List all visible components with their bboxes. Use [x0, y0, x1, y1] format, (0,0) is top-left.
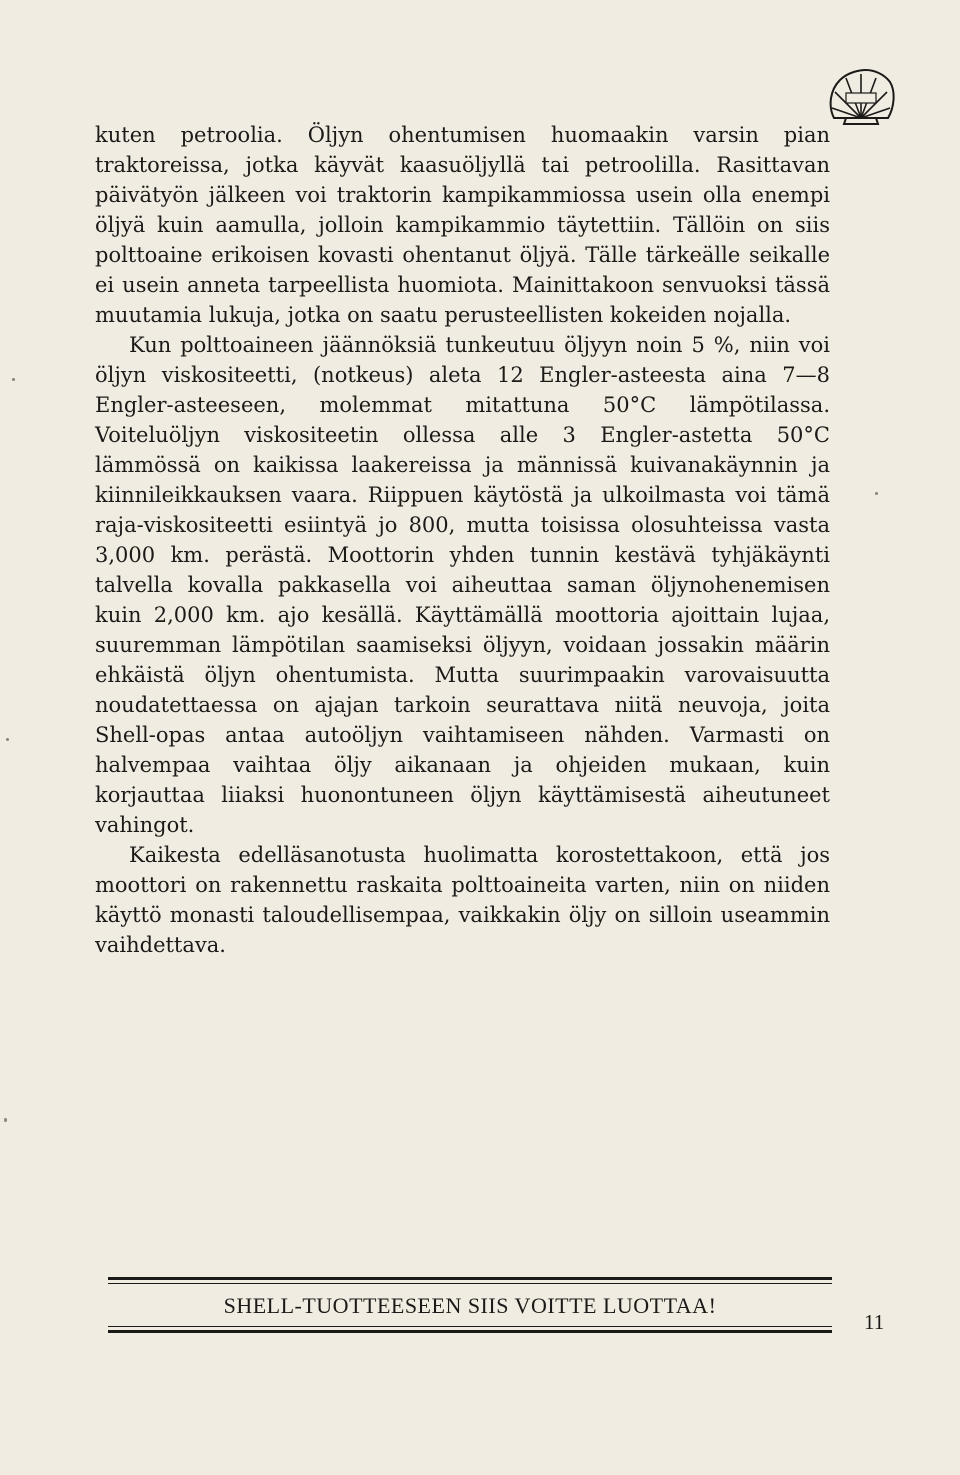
bottom-rule-thin	[108, 1326, 832, 1327]
paper-speck	[6, 738, 9, 741]
footer-slogan: SHELL-TUOTTEESEEN SIIS VOITTE LUOTTAA!	[223, 1293, 717, 1318]
page-number: 11	[864, 1310, 885, 1334]
top-rule-thick	[108, 1277, 832, 1280]
paper-speck	[875, 492, 878, 495]
paragraph: Kaikesta edelläsanotusta huolimatta korostettakoon, että jos moottori on rakennettu raskaita polttoaineita varten, niin on niiden käyttö monasti taloudellisempaa, vaikkakin öljy on silloin useammin vaihdettava.	[95, 843, 830, 957]
top-rule-thin	[108, 1283, 832, 1284]
paragraph: Kun polttoaineen jäännöksiä tunkeutuu öljyyn noin 5 %, niin voi öljyn viskositeetti, (notkeus) aleta 12 Engler-asteesta aina 7—8 Engler-asteeseen, molemmat mitattuna 50°C lämpötilassa. Voiteluöljyn viskositeetin ollessa alle 3 Engler-astetta 50°C lämmössä on kaikissa laakereissa ja männissä kuivanakäynnin ja kiinnileikkauksen vaara. Riippuen käytöstä ja ulkoilmasta voi tämä raja-viskositeetti esiintyä jo 800, mutta toisissa olosuhteissa vasta 3,000 km. perästä. Moottorin yhden tunnin kestävä tyhjäkäynti talvella kovalla pakkasella voi aiheuttaa saman öljynohenemisen kuin 2,000 km. ajo kesällä. Käyttämällä moottoria ajoittain lujaa, suuremman lämpötilan saamiseksi öljyyn, voidaan jossakin määrin ehkäistä öljyn ohentumista. Mutta suurimpaakin varovaisuutta noudatettaessa on ajajan tarkoin seurattava niitä neuvoja, joita Shell-opas antaa autoöljyn vaihtamiseen nähden. Varmasti on halvempaa vaihtaa öljy aikanaan ja ohjeiden mukaan, kuin korjauttaa liiaksi huonontuneen öljyn käyttämisestä aiheutuneet vahingot.	[95, 333, 830, 837]
article-body	[95, 120, 830, 960]
bottom-rule-thick	[108, 1330, 832, 1333]
paper-speck	[12, 378, 15, 381]
paper-speck	[4, 1118, 7, 1122]
shell-logo-icon	[826, 68, 896, 130]
paragraph: kuten petroolia. Öljyn ohentumisen huomaakin varsin pian traktoreissa, jotka käyvät kaasuöljyllä tai petroolilla. Rasittavan päivätyön jälkeen voi traktorin kampikammiossa usein olla enempi öljyä kuin aamulla, jolloin kampikammio täytettiin. Tällöin on siis polttoaine erikoisen kovasti ohentanut öljyä. Tälle tärkeälle seikalle ei usein anneta tarpeellista huomiota. Mainittakoon senvuoksi tässä muutamia lukuja, jotka on saatu perusteellisten kokeiden nojalla.	[95, 123, 830, 327]
